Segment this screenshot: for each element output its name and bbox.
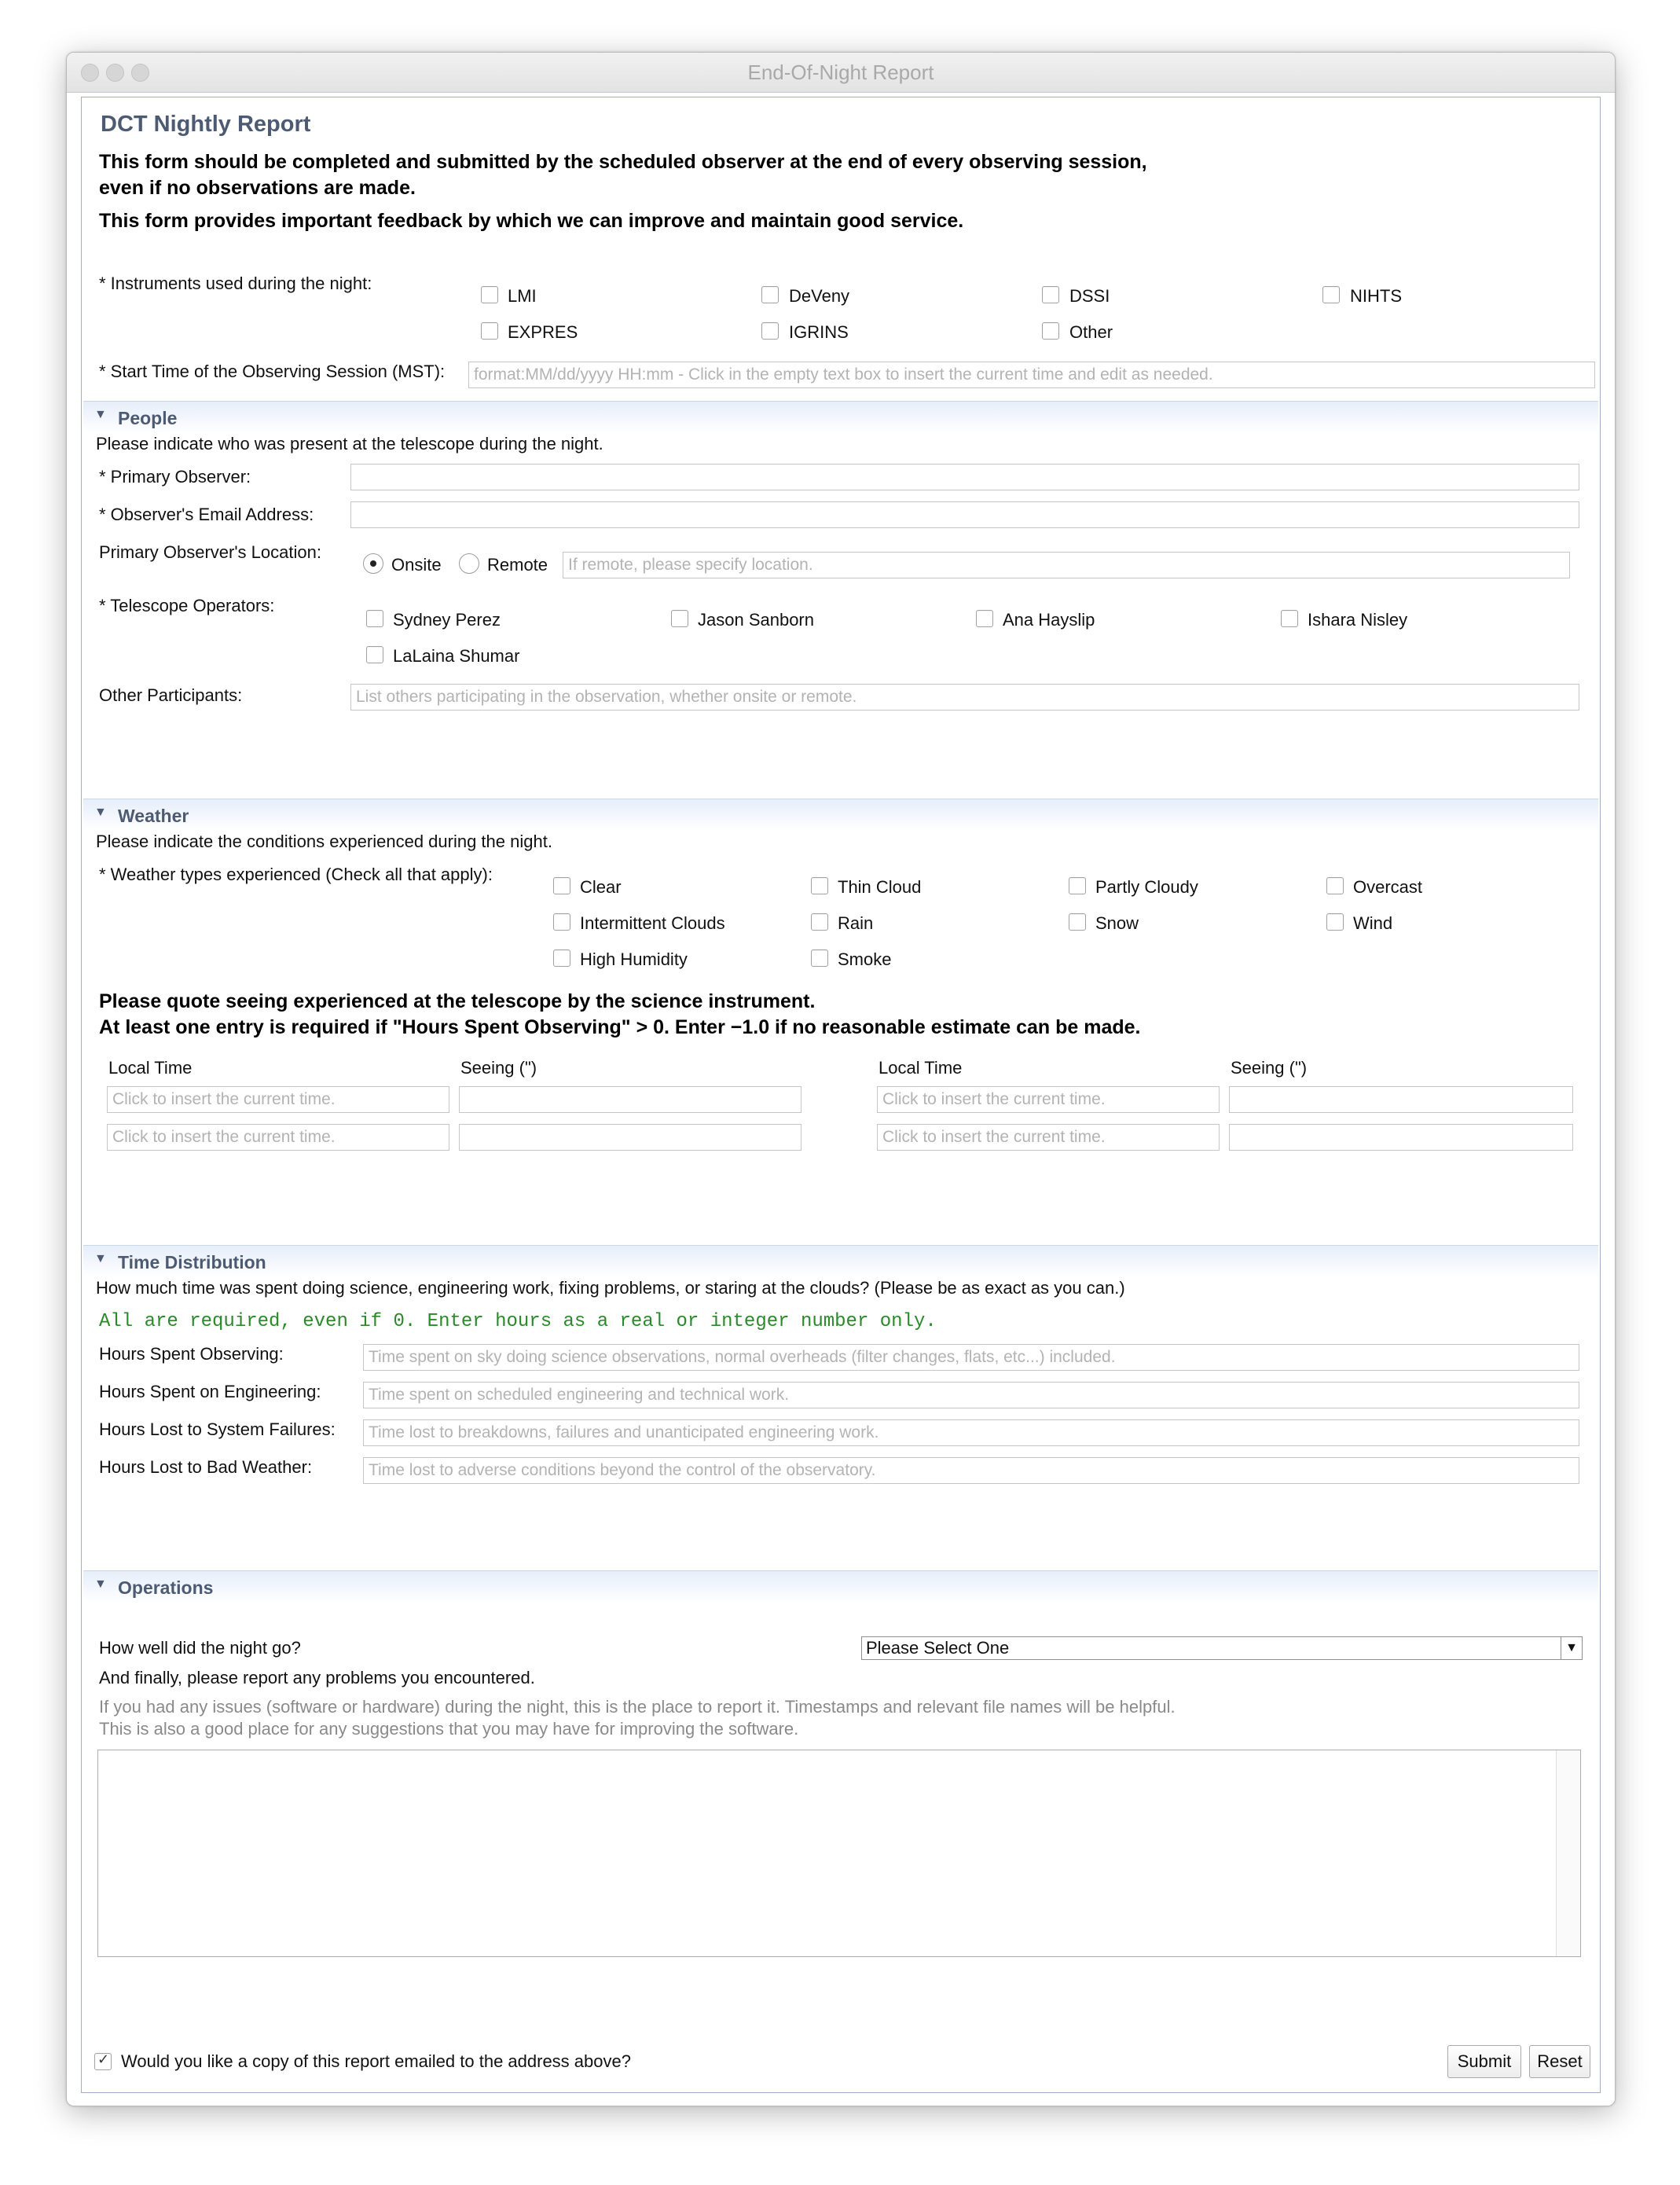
weather-section-title: Weather: [118, 806, 189, 826]
weather-checkbox[interactable]: [1069, 877, 1086, 894]
operator-checkbox[interactable]: [1281, 610, 1298, 627]
operators-label: * Telescope Operators:: [99, 596, 275, 615]
weather-label: Clear: [580, 877, 622, 897]
seeing-value-input[interactable]: [459, 1086, 801, 1113]
hours-observing-input[interactable]: [363, 1344, 1579, 1371]
weather-checkbox[interactable]: [553, 877, 570, 894]
time-distribution-section-title: Time Distribution: [118, 1252, 266, 1272]
remote-location-input[interactable]: [563, 552, 1570, 578]
weather-checkbox[interactable]: [553, 949, 570, 967]
title-bar: [67, 53, 1615, 93]
weather-checkbox[interactable]: [553, 913, 570, 931]
time-distribution-subtitle: How much time was spent doing science, engineering work, fixing problems, or staring at the clouds? (Please be as exact as you can.): [96, 1278, 1125, 1298]
intro-line-2: even if no observations are made.: [99, 177, 416, 199]
other-participants-label: Other Participants:: [99, 685, 243, 705]
instrument-checkbox[interactable]: [481, 286, 498, 303]
problems-label: And finally, please report any problems you encountered.: [99, 1668, 535, 1687]
start-time-input[interactable]: [468, 362, 1595, 388]
email-copy-checkbox[interactable]: [94, 2053, 112, 2070]
primary-observer-input[interactable]: [350, 464, 1579, 490]
seeing-header: Seeing ("): [460, 1058, 537, 1078]
instrument-label: IGRINS: [789, 322, 849, 342]
report-title: DCT Nightly Report: [101, 112, 311, 137]
weather-label: Snow: [1095, 913, 1139, 933]
email-input[interactable]: [350, 501, 1579, 528]
people-subtitle: Please indicate who was present at the telescope during the night.: [96, 434, 603, 454]
problems-help-1: If you had any issues (software or hardware) during the night, this is the place to report it. Timestamps and relevant file names will be helpful.: [99, 1697, 1176, 1717]
instrument-label: LMI: [508, 286, 537, 306]
hours-failures-input[interactable]: [363, 1419, 1579, 1446]
operator-checkbox[interactable]: [366, 646, 383, 663]
weather-checkbox[interactable]: [811, 913, 828, 931]
instrument-checkbox[interactable]: [761, 286, 779, 303]
hours-observing-label: Hours Spent Observing:: [99, 1344, 284, 1364]
weather-label: Intermittent Clouds: [580, 913, 725, 933]
operator-checkbox[interactable]: [976, 610, 993, 627]
collapse-triangle-icon: ▼: [94, 408, 107, 421]
instrument-label: DeVeny: [789, 286, 850, 306]
weather-section-header[interactable]: [83, 799, 1598, 831]
intro-line-3: This form provides important feedback by which we can improve and maintain good service.: [99, 210, 964, 232]
seeing-header: Seeing ("): [1231, 1058, 1308, 1078]
intro-line-1: This form should be completed and submitted by the scheduled observer at the end of every observing session,: [99, 151, 1147, 173]
weather-checkbox[interactable]: [811, 949, 828, 967]
night-quality-value: Please Select One: [866, 1638, 1010, 1658]
weather-label: Overcast: [1353, 877, 1423, 897]
instrument-label: EXPRES: [508, 322, 578, 342]
seeing-time-input[interactable]: [107, 1086, 449, 1113]
instrument-checkbox[interactable]: [1042, 286, 1059, 303]
instrument-checkbox[interactable]: [1322, 286, 1340, 303]
operations-section-title: Operations: [118, 1577, 214, 1598]
onsite-radio[interactable]: [363, 553, 383, 574]
time-distribution-section-header[interactable]: [83, 1245, 1598, 1277]
operator-label: Sydney Perez: [393, 610, 501, 630]
email-label: * Observer's Email Address:: [99, 505, 314, 524]
weather-subtitle: Please indicate the conditions experienced during the night.: [96, 832, 552, 851]
operator-label: Jason Sanborn: [698, 610, 814, 630]
local-time-header: Local Time: [108, 1058, 193, 1078]
weather-label: High Humidity: [580, 949, 688, 969]
weather-checkbox[interactable]: [1326, 913, 1344, 931]
weather-checkbox[interactable]: [1069, 913, 1086, 931]
collapse-triangle-icon: ▼: [94, 1252, 107, 1265]
form-content: [81, 97, 1601, 2093]
time-distribution-note: All are required, even if 0. Enter hours as a real or integer number only.: [99, 1311, 937, 1332]
weather-label: Wind: [1353, 913, 1393, 933]
night-quality-label: How well did the night go?: [99, 1638, 301, 1658]
remote-radio[interactable]: [459, 553, 479, 574]
onsite-label: Onsite: [391, 555, 442, 575]
operations-section-header[interactable]: [83, 1570, 1598, 1603]
reset-button[interactable]: Reset: [1529, 2045, 1590, 2078]
location-label: Primary Observer's Location:: [99, 542, 321, 562]
report-window: [66, 52, 1616, 2106]
collapse-triangle-icon: ▼: [94, 1577, 107, 1591]
dropdown-arrow-icon: ▼: [1561, 1637, 1582, 1659]
problems-help-2: This is also a good place for any suggestions that you may have for improving the software.: [99, 1719, 799, 1739]
seeing-value-input[interactable]: [1229, 1124, 1573, 1151]
submit-button[interactable]: Submit: [1447, 2045, 1521, 2078]
seeing-note-1: Please quote seeing experienced at the telescope by the science instrument.: [99, 990, 816, 1012]
instrument-label: DSSI: [1069, 286, 1110, 306]
other-participants-input[interactable]: [350, 684, 1579, 711]
seeing-value-input[interactable]: [1229, 1086, 1573, 1113]
weather-checkbox[interactable]: [1326, 877, 1344, 894]
seeing-time-input[interactable]: [877, 1086, 1220, 1113]
operator-label: LaLaina Shumar: [393, 646, 520, 666]
operator-checkbox[interactable]: [366, 610, 383, 627]
hours-engineering-input[interactable]: [363, 1382, 1579, 1408]
seeing-time-input[interactable]: [877, 1124, 1220, 1151]
night-quality-select[interactable]: [861, 1636, 1583, 1660]
people-section-title: People: [118, 408, 178, 428]
people-section-header[interactable]: [83, 401, 1598, 433]
instrument-checkbox[interactable]: [761, 322, 779, 340]
instrument-label: Other: [1069, 322, 1113, 342]
hours-weather-input[interactable]: [363, 1457, 1579, 1484]
weather-label: Partly Cloudy: [1095, 877, 1198, 897]
instrument-checkbox[interactable]: [481, 322, 498, 340]
instrument-label: NIHTS: [1350, 286, 1402, 306]
collapse-triangle-icon: ▼: [94, 806, 107, 819]
instrument-checkbox[interactable]: [1042, 322, 1059, 340]
seeing-note-2: At least one entry is required if "Hours Spent Observing" > 0. Enter −1.0 if no reasonable estimate can be made.: [99, 1016, 1141, 1038]
local-time-header: Local Time: [879, 1058, 963, 1078]
problems-textarea[interactable]: [97, 1750, 1581, 1957]
primary-observer-label: * Primary Observer:: [99, 467, 251, 487]
seeing-time-input[interactable]: [107, 1124, 449, 1151]
operator-label: Ishara Nisley: [1308, 610, 1408, 630]
seeing-value-input[interactable]: [459, 1124, 801, 1151]
textarea-scrollbar[interactable]: [1556, 1750, 1580, 1956]
operator-label: Ana Hayslip: [1003, 610, 1095, 630]
weather-label: Thin Cloud: [838, 877, 922, 897]
operator-checkbox[interactable]: [671, 610, 688, 627]
window-title: End-Of-Night Report: [747, 61, 934, 84]
weather-label: Rain: [838, 913, 874, 933]
weather-checkbox[interactable]: [811, 877, 828, 894]
hours-engineering-label: Hours Spent on Engineering:: [99, 1382, 321, 1401]
remote-label: Remote: [487, 555, 548, 575]
start-time-label: * Start Time of the Observing Session (MST):: [99, 362, 446, 381]
weather-label: Smoke: [838, 949, 892, 969]
instruments-label: * Instruments used during the night:: [99, 274, 372, 293]
hours-failures-label: Hours Lost to System Failures:: [99, 1419, 336, 1439]
weather-types-label: * Weather types experienced (Check all that apply):: [99, 865, 493, 884]
email-copy-label: Would you like a copy of this report emailed to the address above?: [121, 2051, 631, 2071]
hours-weather-label: Hours Lost to Bad Weather:: [99, 1457, 313, 1477]
